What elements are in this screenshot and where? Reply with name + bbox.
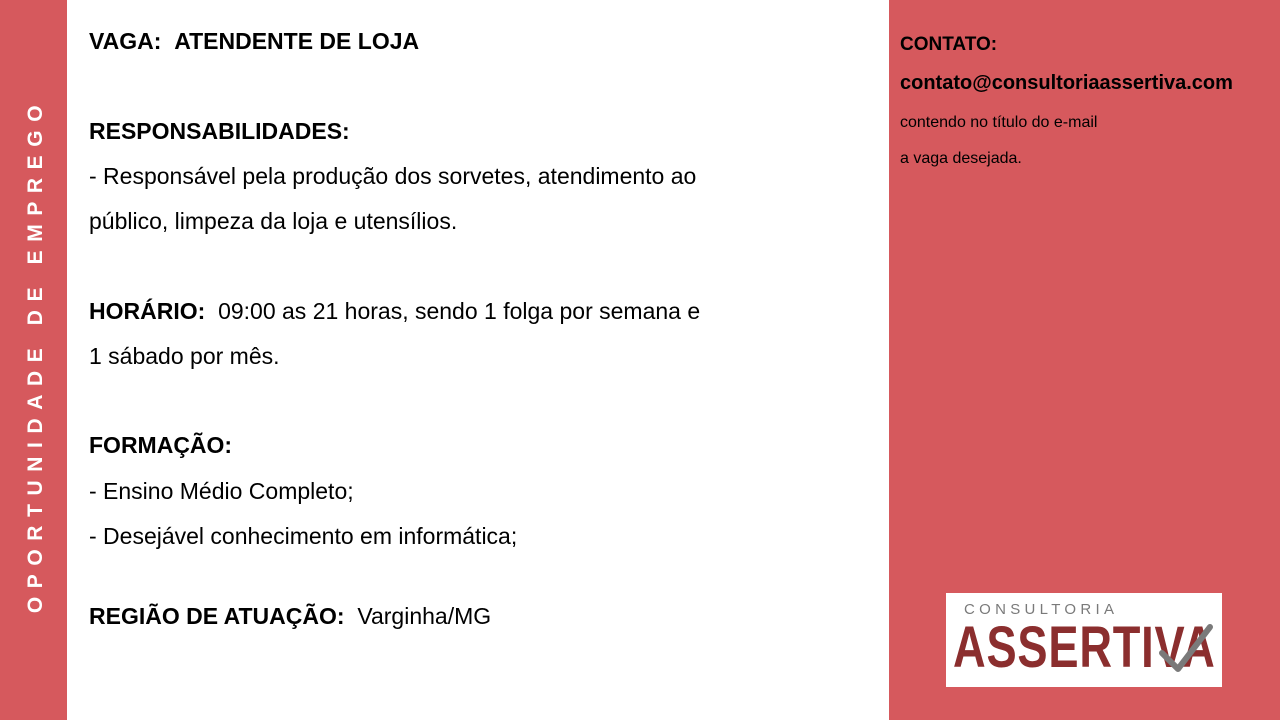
formacao-item-2: - Desejável conhecimento em informática; — [89, 523, 518, 549]
horario-value: 09:00 as 21 horas, sendo 1 folga por semana e — [218, 298, 701, 324]
logo-main-text: ASSERTIVA — [953, 615, 1216, 680]
horario-label: HORÁRIO: — [89, 298, 206, 324]
job-posting — [89, 0, 879, 720]
formacao-title: FORMAÇÃO: — [89, 432, 233, 458]
responsibilities-title: RESPONSABILIDADES: — [89, 118, 350, 144]
contact-note-1: contendo no título do e-mail — [900, 114, 1098, 131]
vaga-value: ATENDENTE DE LOJA — [174, 28, 420, 54]
horario-line-2: 1 sábado por mês. — [89, 343, 280, 369]
regiao-line — [89, 601, 491, 631]
vaga-label: VAGA: — [89, 28, 162, 54]
left-side-band — [0, 0, 67, 720]
horario-line — [89, 296, 700, 326]
responsibilities-line-2: público, limpeza da loja e utensílios. — [89, 208, 458, 234]
vaga-line — [89, 26, 419, 56]
responsibilities-line-1: - Responsável pela produção dos sorvetes, atendimento ao — [89, 163, 697, 189]
consultoria-assertiva-logo — [946, 593, 1222, 687]
contact-label: CONTATO: — [900, 34, 998, 55]
regiao-label: REGIÃO DE ATUAÇÃO: — [89, 603, 345, 629]
formacao-item-1: - Ensino Médio Completo; — [89, 478, 354, 504]
contact-note-2: a vaga desejada. — [900, 150, 1022, 167]
checkmark-icon — [1158, 621, 1214, 673]
logo-top-text: CONSULTORIA — [964, 601, 1119, 618]
regiao-value: Varginha/MG — [357, 603, 492, 629]
vertical-title: OPORTUNIDADE DE EMPREGO — [24, 96, 47, 614]
contact-email[interactable]: contato@consultoriaassertiva.com — [900, 72, 1233, 94]
